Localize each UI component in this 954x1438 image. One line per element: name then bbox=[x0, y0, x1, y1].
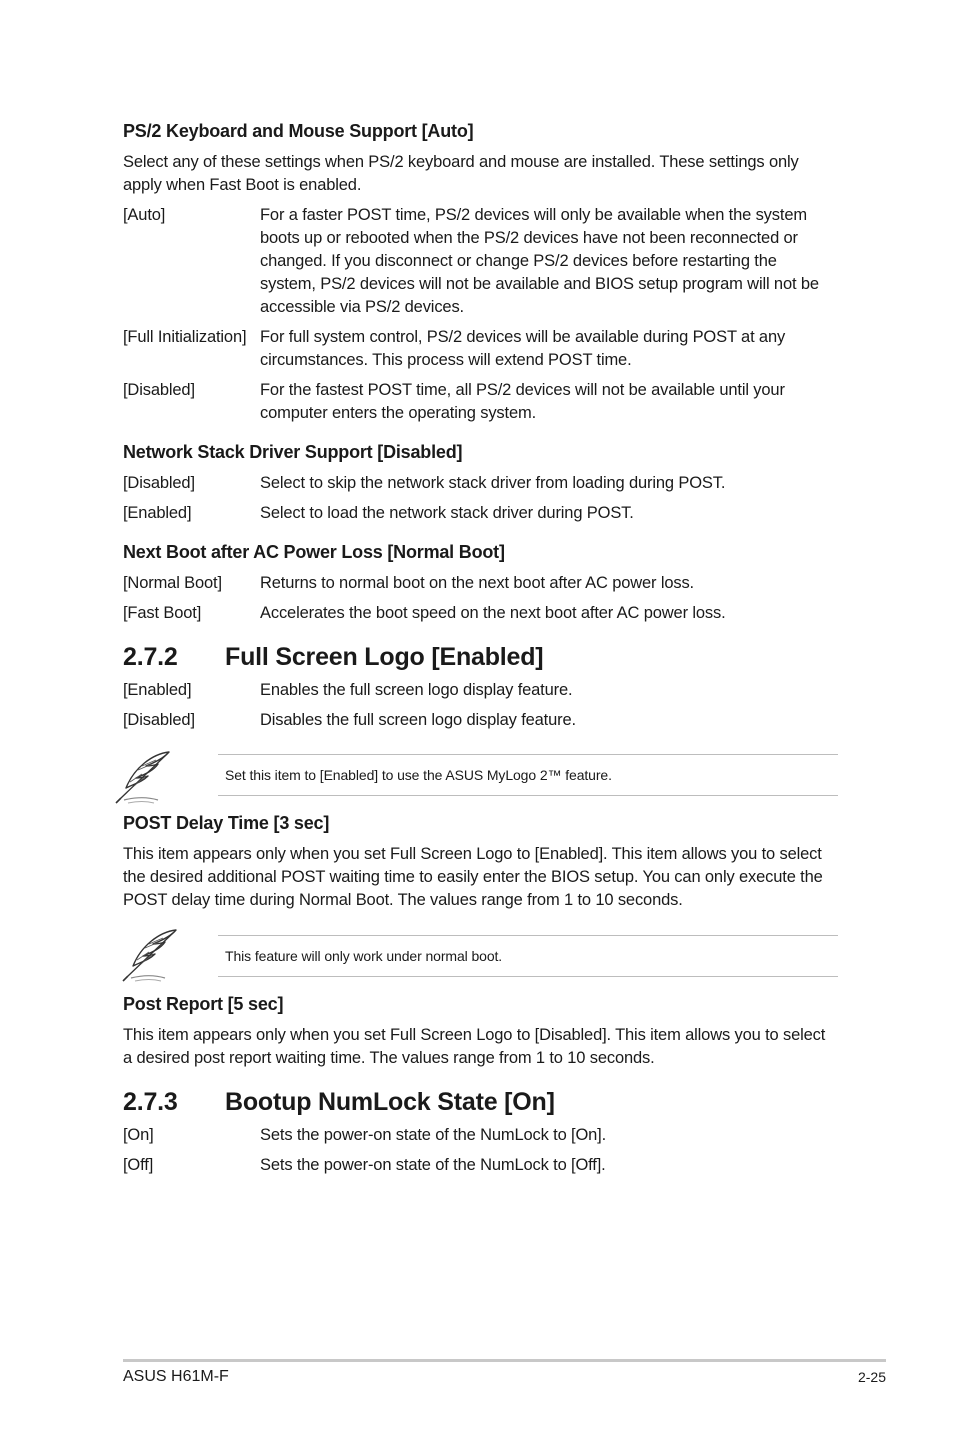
option-desc: For the fastest POST time, all PS/2 devices will not be available until your computer enters the operating system. bbox=[260, 381, 785, 422]
option-desc: Accelerates the boot speed on the next boot after AC power loss. bbox=[260, 604, 726, 622]
option-key: [On] bbox=[123, 1126, 154, 1144]
option-key: [Off] bbox=[123, 1156, 154, 1174]
section-number: 2.7.3 bbox=[123, 1088, 178, 1116]
page-number: 2-25 bbox=[857, 1369, 886, 1385]
note-box bbox=[218, 935, 838, 977]
option-desc: Select to skip the network stack driver from loading during POST. bbox=[260, 474, 726, 492]
footer-product-name: ASUS H61M-F bbox=[123, 1368, 229, 1385]
feather-pen-icon bbox=[119, 926, 181, 984]
option-key: [Normal Boot] bbox=[123, 574, 222, 592]
network-heading: Network Stack Driver Support [Disabled] bbox=[123, 442, 463, 462]
ps2-intro: Select any of these settings when PS/2 keyboard and mouse are installed. These settings only apply when Fast Boot is enabled. bbox=[123, 153, 799, 194]
option-key: [Enabled] bbox=[123, 504, 192, 522]
option-desc: For a faster POST time, PS/2 devices will only be available when the system boots up or rebooted when the PS/2 devices have not been reconnected or changed. If you disconnect or change PS/2 devices before restarting the system, PS/2 devices will not be available and BIOS setup program will not be accessible via PS/2 devices. bbox=[260, 206, 819, 316]
option-desc: Sets the power-on state of the NumLock to [Off]. bbox=[260, 1156, 606, 1174]
feather-pen-icon bbox=[112, 748, 174, 806]
note-box bbox=[218, 754, 838, 796]
postdelay-body: This item appears only when you set Full Screen Logo to [Enabled]. This item allows you to select the desired additional POST waiting time to easily enter the BIOS setup. You can only execute the POST delay time during Normal Boot. The values range from 1 to 10 seconds. bbox=[123, 845, 823, 909]
section-number: 2.7.2 bbox=[123, 643, 178, 671]
option-desc: For full system control, PS/2 devices will be available during POST at any circumstances. This process will extend POST time. bbox=[260, 328, 786, 369]
option-desc: Sets the power-on state of the NumLock to [On]. bbox=[260, 1126, 607, 1144]
section-title: Bootup NumLock State [On] bbox=[225, 1088, 555, 1116]
option-key: [Disabled] bbox=[123, 474, 195, 492]
option-desc: Enables the full screen logo display feature. bbox=[260, 681, 573, 699]
postreport-heading: Post Report [5 sec] bbox=[123, 994, 284, 1014]
postdelay-heading: POST Delay Time [3 sec] bbox=[123, 813, 330, 833]
option-key: [Enabled] bbox=[123, 681, 192, 699]
option-key: [Disabled] bbox=[123, 381, 195, 399]
note-text: This feature will only work under normal boot. bbox=[225, 948, 503, 964]
postreport-body: This item appears only when you set Full Screen Logo to [Disabled]. This item allows you to select a desired post report waiting time. The values range from 1 to 10 seconds. bbox=[123, 1026, 826, 1067]
nextboot-heading: Next Boot after AC Power Loss [Normal Boot] bbox=[123, 542, 505, 562]
section-title: Full Screen Logo [Enabled] bbox=[225, 643, 544, 671]
option-key: [Disabled] bbox=[123, 711, 195, 729]
option-desc: Disables the full screen logo display feature. bbox=[260, 711, 576, 729]
footer-divider bbox=[123, 1359, 886, 1362]
option-desc: Select to load the network stack driver during POST. bbox=[260, 504, 634, 522]
option-key: [Fast Boot] bbox=[123, 604, 202, 622]
option-desc: Returns to normal boot on the next boot after AC power loss. bbox=[260, 574, 694, 592]
ps2-heading: PS/2 Keyboard and Mouse Support [Auto] bbox=[123, 121, 474, 141]
option-key: [Full Initialization] bbox=[123, 328, 247, 346]
note-text: Set this item to [Enabled] to use the ASUS MyLogo 2™ feature. bbox=[225, 767, 612, 783]
option-key: [Auto] bbox=[123, 206, 166, 224]
